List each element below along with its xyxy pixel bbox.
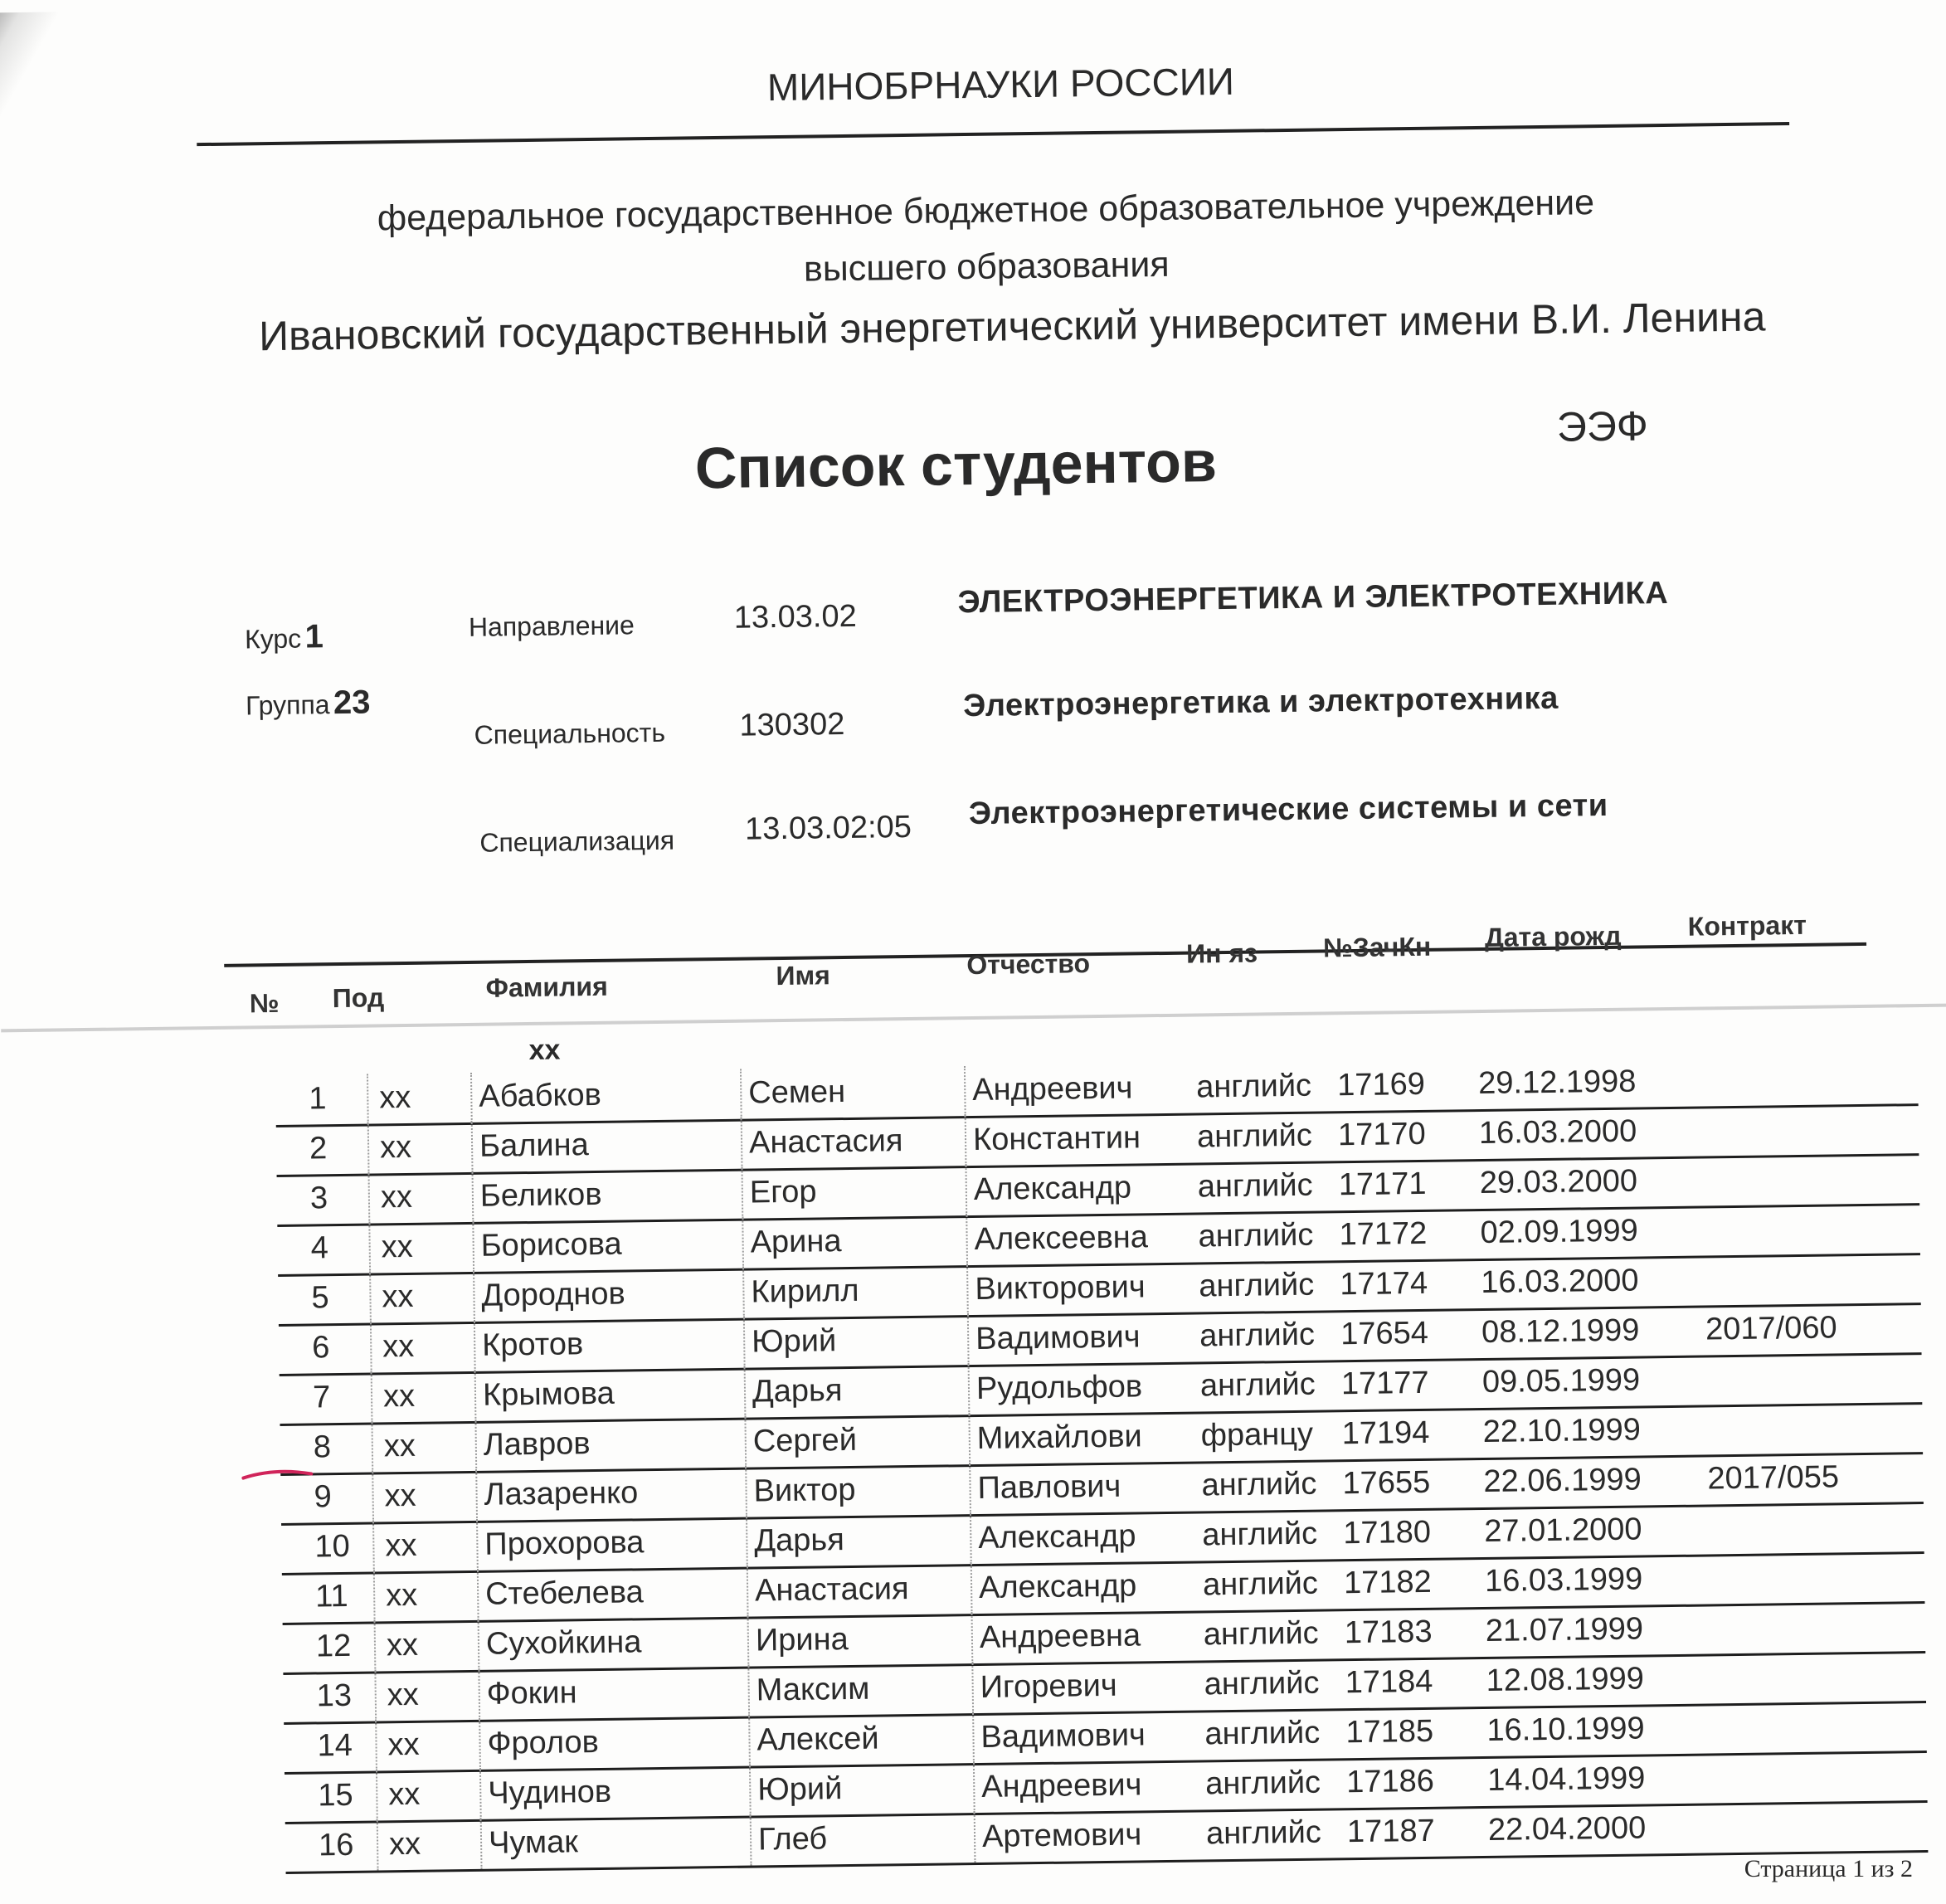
column-separator xyxy=(472,1222,474,1272)
cell-name: Анастасия xyxy=(755,1571,909,1609)
pen-mark-icon xyxy=(241,1462,316,1488)
cell-patronymic: Алексеевна xyxy=(974,1220,1148,1258)
cell-contract: 2017/055 xyxy=(1707,1459,1839,1497)
header-name: Имя xyxy=(776,960,830,991)
direction-code: 13.03.02 xyxy=(734,599,857,636)
cell-birth: 14.04.1999 xyxy=(1487,1760,1646,1798)
cell-patronymic: Александр xyxy=(974,1171,1132,1208)
header-lang: Ин яз xyxy=(1186,938,1258,970)
column-separator xyxy=(479,1770,482,1819)
group-info xyxy=(246,684,371,723)
cell-name: Сергей xyxy=(753,1423,858,1460)
cell-lang: английс xyxy=(1197,1118,1312,1156)
column-separator xyxy=(471,1122,474,1172)
column-separator xyxy=(972,1713,975,1763)
course-label: Курс xyxy=(245,624,302,655)
cell-birth: 22.10.1999 xyxy=(1482,1413,1641,1450)
cell-num: 10 xyxy=(314,1529,350,1566)
cell-patronymic: Андреевич xyxy=(972,1070,1133,1108)
column-separator xyxy=(747,1567,749,1617)
cell-record: 17180 xyxy=(1343,1515,1431,1551)
column-separator xyxy=(742,1269,745,1318)
cell-surname: Чудинов xyxy=(488,1775,611,1812)
column-separator xyxy=(740,1069,742,1119)
cell-num: 9 xyxy=(314,1479,332,1515)
cell-patronymic: Артемович xyxy=(982,1817,1142,1855)
column-separator xyxy=(749,1766,752,1816)
column-separator xyxy=(474,1322,476,1371)
cell-surname: Кротов xyxy=(482,1327,583,1364)
column-separator xyxy=(965,1116,967,1166)
column-separator xyxy=(368,1224,371,1273)
column-separator xyxy=(369,1273,372,1323)
header-sub: Под xyxy=(333,982,385,1014)
cell-patronymic: Александр xyxy=(978,1518,1136,1556)
cell-birth: 29.12.1998 xyxy=(1478,1064,1637,1102)
specialty-code: 130302 xyxy=(739,707,844,744)
column-separator xyxy=(472,1172,474,1222)
cell-surname: Прохорова xyxy=(484,1525,645,1563)
specialization-label: Специализация xyxy=(479,825,674,859)
column-separator xyxy=(375,1721,377,1770)
cell-birth: 02.09.1999 xyxy=(1480,1214,1638,1251)
cell-record: 17183 xyxy=(1345,1614,1433,1651)
cell-surname: Сухойкина xyxy=(486,1624,642,1662)
column-separator xyxy=(746,1517,748,1567)
cell-lang: английс xyxy=(1200,1367,1316,1405)
column-separator xyxy=(475,1471,478,1521)
cell-surname: Балина xyxy=(479,1127,589,1165)
cell-num: 4 xyxy=(310,1230,328,1266)
column-separator xyxy=(741,1119,743,1169)
cell-surname: Абабков xyxy=(479,1078,601,1115)
cell-lang: английс xyxy=(1199,1268,1314,1305)
column-separator xyxy=(974,1813,976,1863)
cell-patronymic: Константин xyxy=(973,1120,1141,1158)
cell-sub: хх xyxy=(381,1180,413,1215)
column-separator xyxy=(744,1418,747,1468)
ministry-name: МИНОБРНАУКИ РОССИИ xyxy=(767,59,1235,110)
cell-sub: хх xyxy=(387,1678,419,1713)
column-separator xyxy=(474,1421,477,1471)
column-separator xyxy=(742,1219,744,1269)
column-separator xyxy=(372,1473,374,1522)
cell-num: 6 xyxy=(312,1330,330,1366)
column-separator xyxy=(372,1522,375,1572)
cell-sub: хх xyxy=(381,1230,413,1265)
institution-name: Ивановский государственный энергетический университет имени В.И. Ленина xyxy=(259,292,1766,360)
column-separator xyxy=(965,1166,967,1215)
column-separator xyxy=(368,1174,371,1224)
cell-num: 5 xyxy=(311,1280,329,1316)
column-separator xyxy=(470,1073,473,1122)
cell-lang: английс xyxy=(1198,1218,1313,1255)
cell-surname: Чумак xyxy=(489,1824,578,1861)
column-separator xyxy=(479,1720,481,1770)
cell-sub: хх xyxy=(387,1628,419,1663)
cell-birth: 16.03.2000 xyxy=(1481,1264,1639,1301)
cell-lang: английс xyxy=(1199,1317,1315,1355)
cell-lang: английс xyxy=(1204,1716,1320,1753)
cell-record: 17194 xyxy=(1341,1415,1429,1452)
cell-patronymic: Андреевич xyxy=(981,1767,1142,1805)
header-contract: Контракт xyxy=(1688,910,1807,942)
cell-lang: английс xyxy=(1201,1467,1316,1504)
cell-lang: английс xyxy=(1205,1765,1321,1803)
course-info xyxy=(245,618,324,656)
cell-record: 17654 xyxy=(1340,1316,1428,1352)
page-number: Страница 1 из 2 xyxy=(1744,1855,1913,1883)
column-separator xyxy=(376,1770,378,1820)
specialization-code: 13.03.02:05 xyxy=(745,810,912,848)
cell-lang: английс xyxy=(1198,1168,1313,1205)
cell-sub: хх xyxy=(388,1777,421,1813)
cell-num: 7 xyxy=(313,1380,331,1415)
cell-name: Максим xyxy=(756,1672,869,1709)
cell-record: 17182 xyxy=(1344,1565,1432,1601)
cell-name: Юрий xyxy=(752,1323,837,1360)
column-separator xyxy=(477,1570,479,1620)
cell-surname: Фокин xyxy=(486,1675,577,1712)
column-separator xyxy=(971,1564,973,1614)
document-title: Список студентов xyxy=(694,428,1217,501)
specialty-name: Электроэнергетика и электротехника xyxy=(963,681,1559,724)
direction-label: Направление xyxy=(469,610,635,643)
institution-type: федеральное государственное бюджетное образовательное учреждение xyxy=(377,183,1594,239)
column-separator xyxy=(745,1468,747,1517)
cell-birth: 22.04.2000 xyxy=(1488,1810,1647,1848)
cell-name: Егор xyxy=(750,1174,817,1210)
column-separator xyxy=(971,1663,974,1713)
cell-sub: хх xyxy=(382,1279,414,1315)
cell-name: Глеб xyxy=(758,1821,828,1858)
direction-name: ЭЛЕКТРОЭНЕРГЕТИКА И ЭЛЕКТРОТЕХНИКА xyxy=(957,576,1668,621)
cell-record: 17184 xyxy=(1345,1664,1433,1701)
cell-sub: хх xyxy=(383,1379,416,1415)
cell-lang: английс xyxy=(1204,1666,1319,1703)
cell-name: Анастасия xyxy=(749,1123,903,1161)
specialization-name: Электроэнергетические системы и сети xyxy=(969,788,1608,832)
cell-num: 13 xyxy=(316,1678,352,1715)
cell-num: 16 xyxy=(319,1828,354,1864)
column-separator xyxy=(373,1572,376,1622)
column-separator xyxy=(476,1521,479,1570)
cell-sub: хх xyxy=(382,1329,415,1365)
column-separator xyxy=(969,1464,971,1514)
column-separator xyxy=(744,1368,747,1418)
group-label: Группа xyxy=(246,689,330,720)
cell-birth: 12.08.1999 xyxy=(1486,1661,1644,1698)
cell-name: Юрий xyxy=(757,1771,843,1808)
cell-lang: английс xyxy=(1204,1616,1319,1653)
cell-record: 17187 xyxy=(1347,1814,1435,1850)
cell-surname: Фролов xyxy=(487,1725,599,1762)
paper-fold-line xyxy=(1,1004,1946,1033)
header-rule xyxy=(197,122,1789,146)
cell-patronymic: Александр xyxy=(979,1568,1137,1605)
column-separator xyxy=(968,1415,971,1464)
column-separator xyxy=(964,1066,966,1116)
cell-lang: английс xyxy=(1203,1566,1318,1604)
column-separator xyxy=(370,1323,372,1373)
cell-name: Алексей xyxy=(757,1721,879,1759)
cell-lang: английс xyxy=(1206,1815,1321,1853)
column-separator xyxy=(478,1670,480,1720)
cell-surname: Борисова xyxy=(480,1227,621,1264)
column-separator xyxy=(747,1617,750,1667)
cell-birth: 16.03.2000 xyxy=(1479,1114,1637,1152)
column-separator xyxy=(970,1514,972,1564)
header-num: № xyxy=(250,988,280,1019)
column-separator xyxy=(367,1124,370,1174)
cell-record: 17172 xyxy=(1339,1216,1427,1253)
cell-birth: 08.12.1999 xyxy=(1481,1313,1640,1351)
cell-num: 15 xyxy=(318,1778,353,1814)
course-value: 1 xyxy=(304,618,324,655)
paper-fold-shadow xyxy=(0,10,192,361)
column-separator xyxy=(973,1763,975,1813)
cell-patronymic: Андреевна xyxy=(980,1618,1141,1656)
cell-lang: английс xyxy=(1196,1069,1311,1106)
cell-contract: 2017/060 xyxy=(1705,1310,1837,1347)
group-value: 23 xyxy=(333,684,371,721)
cell-sub: хх xyxy=(385,1528,417,1564)
cell-num: 12 xyxy=(316,1629,352,1665)
cell-name: Дарья xyxy=(752,1373,843,1410)
cell-sub: хх xyxy=(384,1478,416,1514)
column-separator xyxy=(480,1819,483,1869)
cell-patronymic: Вадимович xyxy=(975,1319,1141,1357)
cell-record: 17185 xyxy=(1345,1714,1433,1751)
cell-name: Дарья xyxy=(754,1522,844,1559)
column-separator xyxy=(371,1423,373,1473)
cell-num: 14 xyxy=(317,1728,353,1765)
column-separator xyxy=(747,1667,750,1717)
column-separator xyxy=(478,1620,480,1670)
cell-sub: хх xyxy=(389,1827,421,1863)
cell-record: 17186 xyxy=(1346,1764,1434,1800)
header-birth: Дата рожд xyxy=(1485,921,1622,953)
cell-patronymic: Рудольфов xyxy=(976,1369,1143,1407)
cell-patronymic: Павлович xyxy=(977,1469,1121,1507)
column-separator xyxy=(367,1074,369,1124)
cell-surname: Лазаренко xyxy=(484,1475,638,1512)
header-record: №ЗачКн xyxy=(1323,932,1432,964)
column-separator xyxy=(374,1621,377,1671)
cell-lang: английс xyxy=(1202,1517,1317,1554)
cell-record: 17655 xyxy=(1342,1465,1430,1502)
cell-birth: 16.10.1999 xyxy=(1486,1711,1645,1748)
column-separator xyxy=(966,1265,969,1315)
cell-name: Виктор xyxy=(753,1473,855,1510)
cell-record: 17171 xyxy=(1339,1166,1427,1203)
cell-name: Арина xyxy=(750,1224,841,1260)
cell-patronymic: Вадимович xyxy=(980,1717,1146,1755)
cell-surname: Крымова xyxy=(483,1376,615,1414)
cell-num: 8 xyxy=(314,1429,332,1465)
cell-name: Ирина xyxy=(756,1622,849,1658)
cell-patronymic: Игоревич xyxy=(980,1668,1117,1706)
column-separator xyxy=(371,1373,373,1423)
cell-record: 17177 xyxy=(1341,1366,1429,1402)
cell-sub: хх xyxy=(387,1727,420,1763)
column-separator xyxy=(966,1215,968,1265)
header-patronymic: Отчество xyxy=(966,948,1090,981)
cell-lang: францу xyxy=(1200,1417,1313,1454)
column-separator xyxy=(474,1371,477,1421)
cell-surname: Дороднов xyxy=(481,1277,625,1314)
cell-birth: 21.07.1999 xyxy=(1486,1611,1644,1648)
cell-sub: хх xyxy=(384,1429,416,1464)
cell-birth: 09.05.1999 xyxy=(1482,1363,1641,1400)
cell-num: 3 xyxy=(310,1181,328,1216)
cell-surname: Беликов xyxy=(480,1177,602,1215)
cell-num: 1 xyxy=(309,1081,327,1117)
column-separator xyxy=(743,1318,746,1368)
cell-sub: хх xyxy=(380,1130,412,1166)
column-separator xyxy=(968,1365,971,1415)
column-separator xyxy=(374,1671,377,1721)
column-separator xyxy=(750,1816,752,1866)
cell-sub: хх xyxy=(379,1080,411,1116)
column-separator xyxy=(967,1315,970,1365)
cell-birth: 16.03.1999 xyxy=(1485,1562,1643,1600)
cell-birth: 22.06.1999 xyxy=(1483,1463,1642,1500)
cell-record: 17169 xyxy=(1337,1067,1425,1103)
cell-num: 2 xyxy=(309,1131,328,1166)
cell-name: Кирилл xyxy=(751,1273,859,1311)
column-separator xyxy=(971,1614,974,1663)
subgroup-header: хх xyxy=(528,1035,560,1067)
institution-level: высшего образования xyxy=(804,245,1170,290)
faculty-code: ЭЭФ xyxy=(1557,402,1649,450)
specialty-label: Специальность xyxy=(474,718,665,751)
column-separator xyxy=(741,1169,743,1219)
cell-surname: Стебелева xyxy=(485,1575,644,1612)
student-table xyxy=(0,0,1934,12)
cell-record: 17174 xyxy=(1340,1266,1428,1303)
column-separator xyxy=(377,1820,379,1870)
cell-birth: 29.03.2000 xyxy=(1480,1164,1638,1201)
column-separator xyxy=(748,1717,751,1766)
cell-name: Семен xyxy=(748,1074,845,1112)
cell-surname: Лавров xyxy=(484,1426,591,1463)
column-separator xyxy=(473,1272,475,1322)
header-surname: Фамилия xyxy=(485,971,608,1004)
cell-num: 11 xyxy=(315,1579,348,1615)
cell-sub: хх xyxy=(386,1578,418,1614)
cell-patronymic: Викторович xyxy=(975,1269,1146,1307)
cell-record: 17170 xyxy=(1338,1117,1426,1153)
cell-patronymic: Михайлови xyxy=(977,1419,1143,1457)
cell-birth: 27.01.2000 xyxy=(1484,1512,1642,1550)
